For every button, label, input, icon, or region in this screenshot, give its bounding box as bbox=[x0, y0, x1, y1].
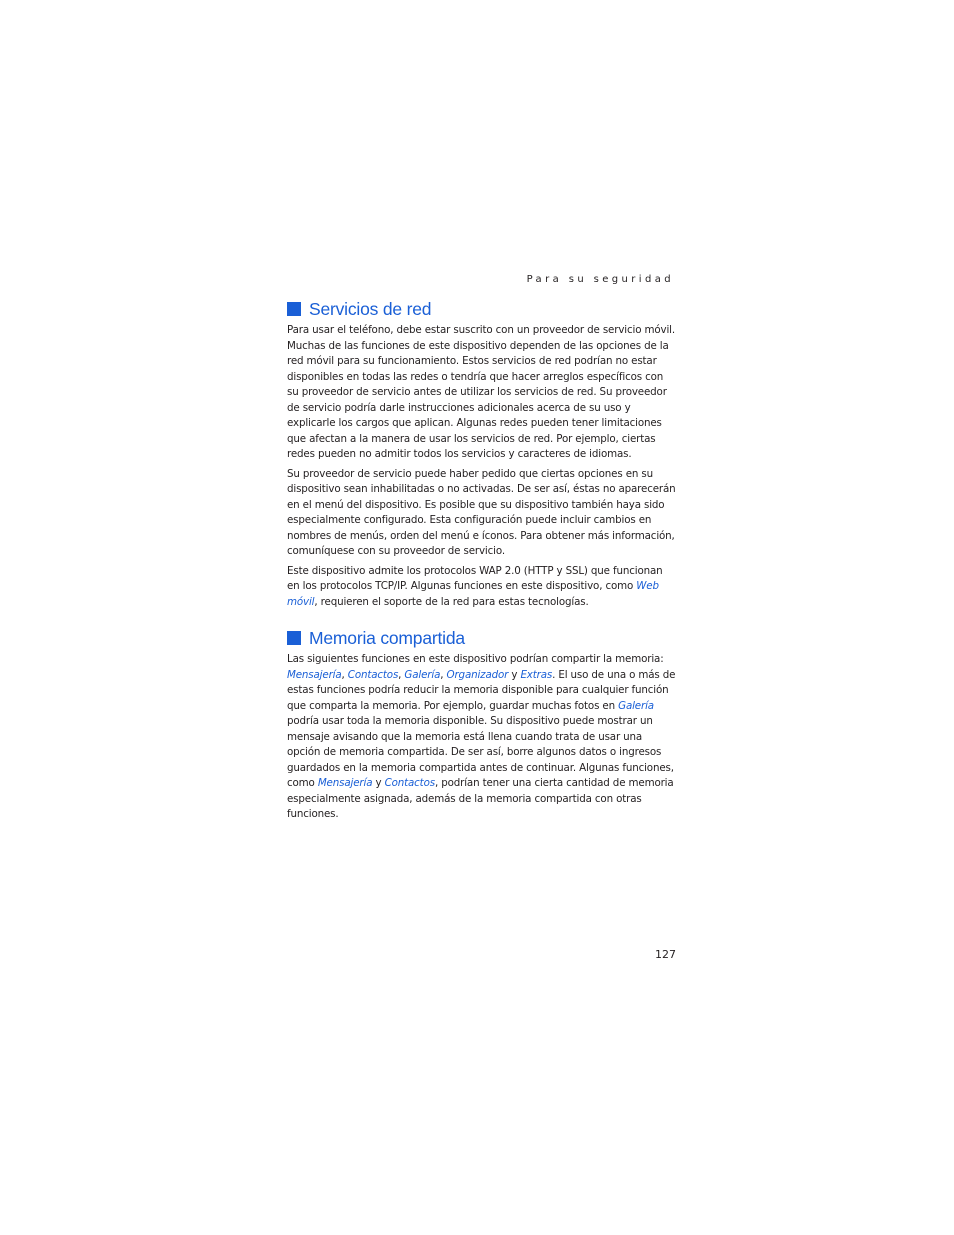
menu-reference-link[interactable]: Galería bbox=[618, 699, 654, 712]
menu-reference-link[interactable]: Organizador bbox=[446, 668, 509, 681]
paragraph-text: , bbox=[440, 668, 447, 681]
menu-reference-link[interactable]: Contactos bbox=[384, 777, 435, 789]
paragraph-text: , bbox=[341, 668, 348, 681]
paragraph-text: Este dispositivo admite los protocolos WAP 2.0 (HTTP y SSL) que funcionan en los protocolos TCP/IP. Algunas funciones en este dispositivo, como bbox=[287, 564, 663, 592]
section-memoria-compartida bbox=[287, 627, 677, 827]
paragraph-text: . El uso de una o más de estas funciones podría reducir la memoria disponible para cualquier función que comparta la memoria. Por ejemplo, guardar muchas fotos en bbox=[287, 668, 676, 712]
running-header: Para su seguridad bbox=[526, 274, 674, 285]
paragraph-text: , podrían tener una cierta cantidad de memoria especialmente asignada, además de la memoria compartida con otras funciones. bbox=[287, 777, 674, 820]
paragraph bbox=[287, 564, 677, 611]
menu-reference-link[interactable]: Mensajería bbox=[317, 777, 373, 789]
paragraph-text: y bbox=[372, 777, 385, 789]
section-title: Memoria compartida bbox=[309, 627, 465, 648]
section-title: Servicios de red bbox=[309, 298, 432, 319]
menu-reference-link[interactable]: Galería bbox=[404, 668, 441, 681]
page-number: 127 bbox=[655, 948, 676, 961]
menu-reference-link[interactable]: Contactos bbox=[347, 668, 399, 681]
paragraph-text: podría usar toda la memoria disponible. Su dispositivo puede mostrar un mensaje avisando que la memoria está llena cuando trata de usar una opción de memoria compartida. De ser así, borre algunos datos o ingresos guardados en la memoria compartida antes de continuar. Algunas funciones, como bbox=[287, 715, 674, 789]
square-bullet-icon bbox=[287, 302, 301, 316]
paragraph: Su proveedor de servicio puede haber pedido que ciertas opciones en su dispositivo sean inhabilitadas o no activadas. De ser así, éstas no aparecerán en el menú del dispositivo. Es posible que su dispositivo también haya sido especialmente configurado. Esta configuración puede incluir cambios en nombres de menús, orden del menú e íconos. Para obtener más información, comuníquese con su proveedor de servicio. bbox=[287, 467, 676, 557]
paragraph-text: Las siguientes funciones en este dispositivo podrían compartir la memoria: bbox=[287, 653, 664, 665]
menu-reference-link[interactable]: Web móvil bbox=[287, 580, 659, 608]
paragraph-text: , bbox=[398, 668, 405, 681]
paragraph-text: y bbox=[508, 668, 521, 681]
paragraph: Para usar el teléfono, debe estar suscrito con un proveedor de servicio móvil. Muchas de las funciones de este dispositivo dependen de las opciones de la red móvil para su funcionamiento. Estos servicios de red podrían no estar disponibles en todas las redes o tendría que hacer arreglos específicos con su proveedor de servicio antes de utilizar los servicios de red. Su proveedor de servicio podría darle instrucciones adicionales acerca de su uso y explicarle los cargos que aplican. Algunas redes pueden tener limitaciones que afectan a la manera de usar los servicios de red. Por ejemplo, ciertas redes pueden no admitir todos los servicios y caracteres de idiomas. bbox=[287, 324, 675, 460]
paragraph-text: , requieren el soporte de la red para estas tecnologías. bbox=[314, 595, 589, 608]
section-heading bbox=[287, 627, 677, 649]
menu-reference-link[interactable]: Mensajería bbox=[287, 668, 342, 681]
menu-reference-link[interactable]: Extras bbox=[520, 668, 553, 681]
square-bullet-icon bbox=[287, 631, 301, 645]
section-heading bbox=[287, 298, 677, 320]
paragraph bbox=[287, 652, 677, 823]
section-servicios-de-red bbox=[287, 298, 677, 614]
